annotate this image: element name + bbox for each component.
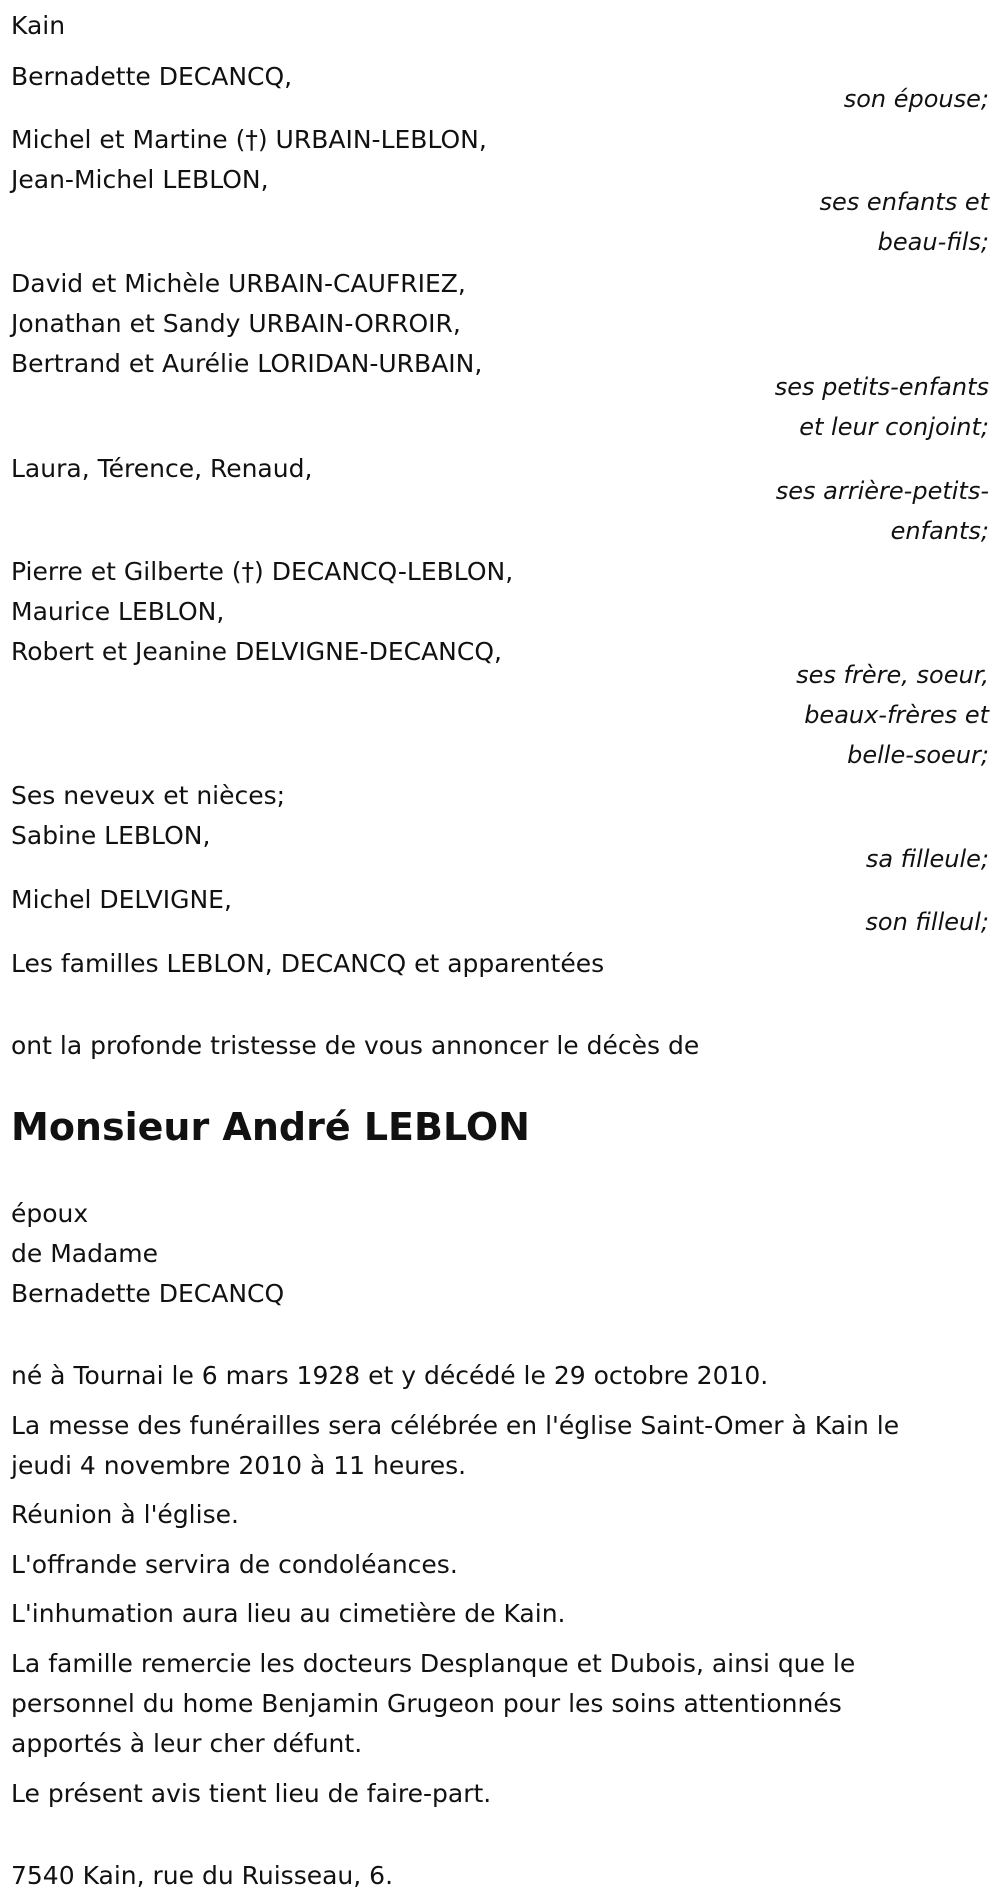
- child-2: Jean-Michel LEBLON,: [11, 165, 269, 194]
- thanks-line-2: personnel du home Benjamin Grugeon pour les soins attentionnés: [11, 1689, 842, 1718]
- siblings-role-line-1: ses frère, soeur,: [796, 661, 989, 689]
- sibling-3: Robert et Jeanine DELVIGNE-DECANCQ,: [11, 637, 502, 666]
- siblings-role-line-2: beaux-frères et: [804, 701, 989, 729]
- funeral-line-2: jeudi 4 novembre 2010 à 11 heures.: [11, 1451, 467, 1480]
- great-grandchildren-role-line-2: enfants;: [890, 517, 989, 545]
- announcement-intro: ont la profonde tristesse de vous annoncer le décès de: [11, 1031, 700, 1060]
- funeral-line-1: La messe des funérailles sera célébrée en l'église Saint-Omer à Kain le: [11, 1411, 900, 1440]
- goddaughter-name: Sabine LEBLON,: [11, 821, 211, 850]
- great-grandchildren: Laura, Térence, Renaud,: [11, 454, 313, 483]
- thanks-line-3: apportés à leur cher défunt.: [11, 1729, 363, 1758]
- godson-role: son filleul;: [865, 908, 989, 936]
- spouse-line-3: Bernadette DECANCQ: [11, 1279, 285, 1308]
- siblings-role-line-3: belle-soeur;: [847, 741, 989, 769]
- spouse-name: Bernadette DECANCQ,: [11, 62, 293, 91]
- grandchild-1: David et Michèle URBAIN-CAUFRIEZ,: [11, 269, 466, 298]
- nephews-nieces: Ses neveux et nièces;: [11, 781, 286, 810]
- grandchildren-role-line-1: ses petits-enfants: [774, 373, 989, 401]
- spouse-line-2: de Madame: [11, 1239, 159, 1268]
- grandchildren-role-line-2: et leur conjoint;: [799, 413, 989, 441]
- families-line: Les familles LEBLON, DECANCQ et apparentées: [11, 949, 605, 978]
- grandchild-2: Jonathan et Sandy URBAIN-ORROIR,: [11, 309, 461, 338]
- sibling-1: Pierre et Gilberte (†) DECANCQ-LEBLON,: [11, 557, 514, 586]
- goddaughter-role: sa filleule;: [865, 845, 989, 873]
- deceased-name: Monsieur André LEBLON: [11, 1105, 530, 1149]
- great-grandchildren-role-line-1: ses arrière-petits-: [775, 477, 989, 505]
- burial-line: L'inhumation aura lieu au cimetière de Kain.: [11, 1599, 566, 1628]
- locality: Kain: [11, 11, 66, 40]
- address-line: 7540 Kain, rue du Ruisseau, 6.: [11, 1861, 394, 1890]
- child-1: Michel et Martine (†) URBAIN-LEBLON,: [11, 125, 487, 154]
- godson-name: Michel DELVIGNE,: [11, 885, 232, 914]
- grandchild-3: Bertrand et Aurélie LORIDAN-URBAIN,: [11, 349, 483, 378]
- children-role-line-2: beau-fils;: [877, 228, 989, 256]
- sibling-2: Maurice LEBLON,: [11, 597, 225, 626]
- offering-line: L'offrande servira de condoléances.: [11, 1550, 458, 1579]
- birth-death-line: né à Tournai le 6 mars 1928 et y décédé le 29 octobre 2010.: [11, 1361, 769, 1390]
- thanks-line-1: La famille remercie les docteurs Desplanque et Dubois, ainsi que le: [11, 1649, 856, 1678]
- spouse-line-1: époux: [11, 1199, 89, 1228]
- meeting-line: Réunion à l'église.: [11, 1500, 239, 1529]
- spouse-role: son épouse;: [843, 85, 989, 113]
- children-role-line-1: ses enfants et: [819, 188, 989, 216]
- notice-line: Le présent avis tient lieu de faire-part.: [11, 1779, 492, 1808]
